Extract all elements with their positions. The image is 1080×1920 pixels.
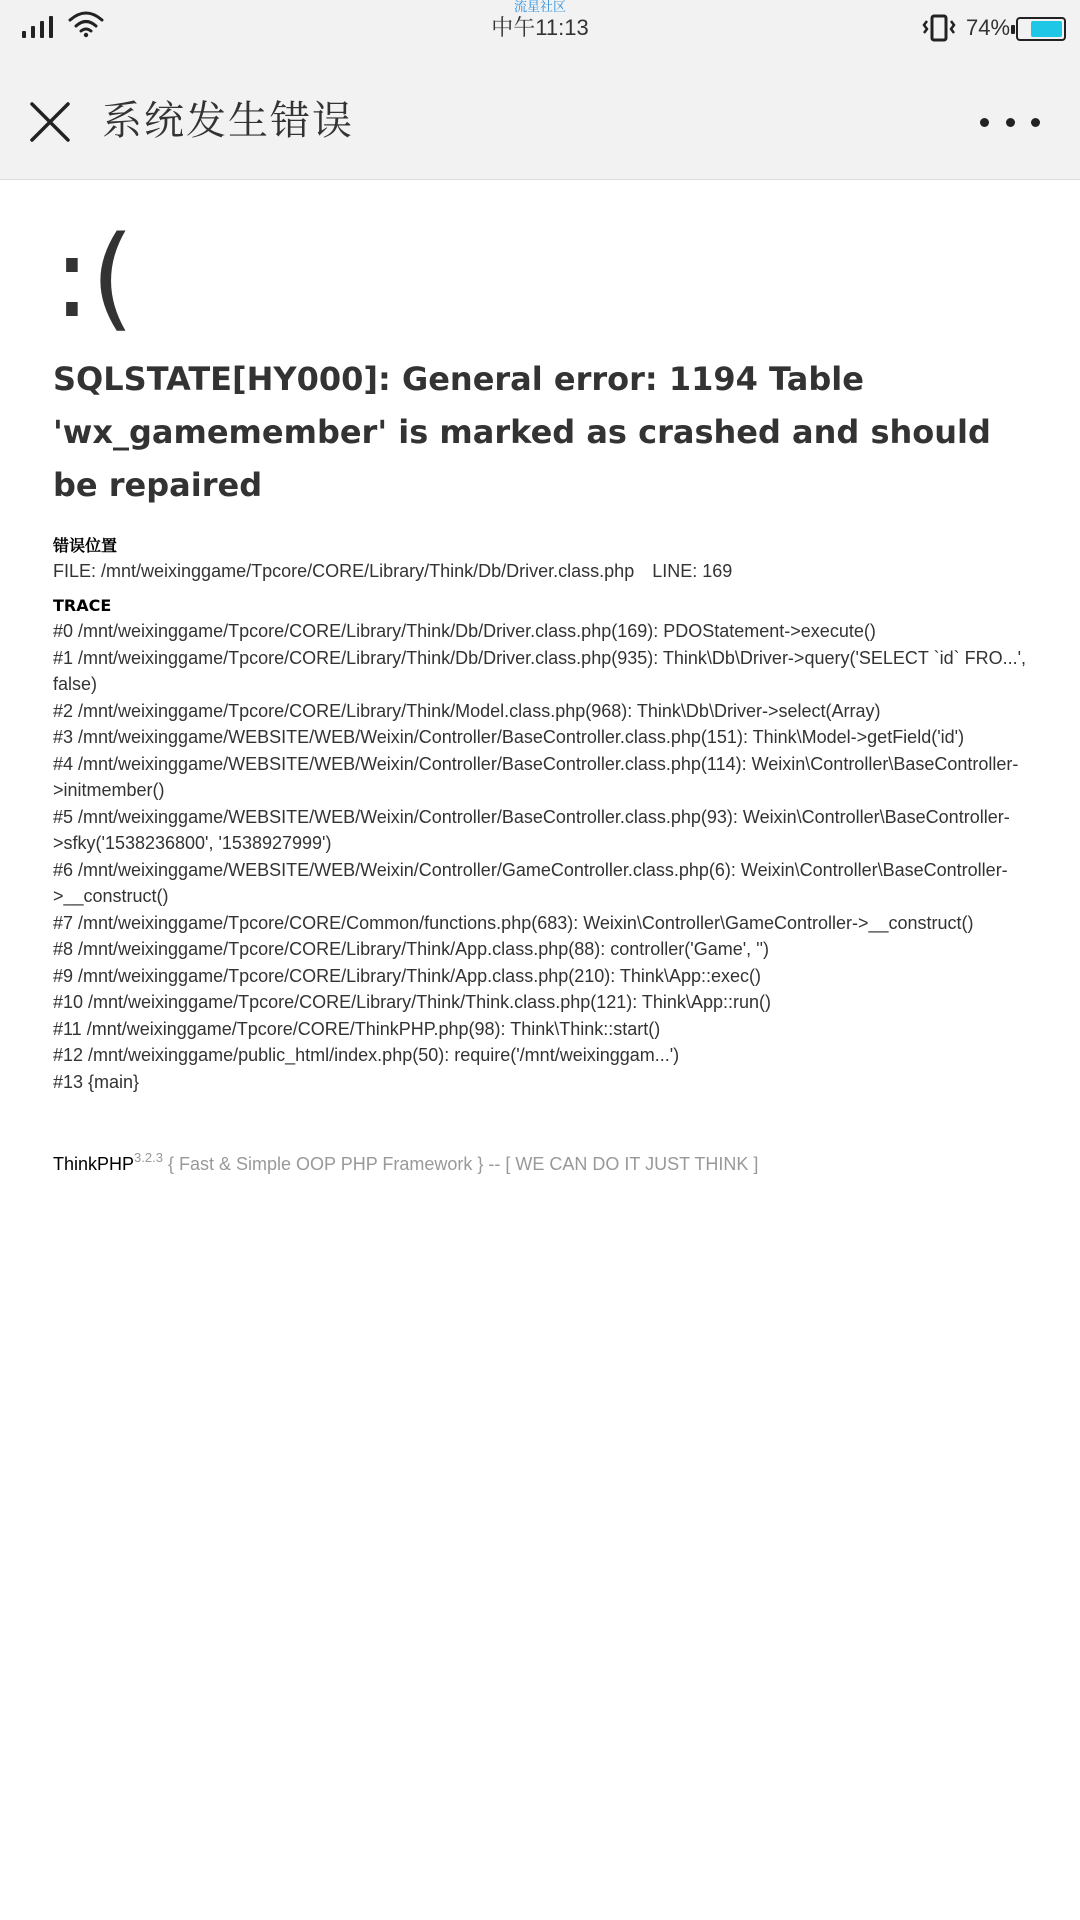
nav-bar xyxy=(0,56,1080,180)
error-page xyxy=(53,181,1028,1177)
trace-item: #10 /mnt/weixinggame/Tpcore/CORE/Library/Think/Think.class.php(121): Think\App::run() xyxy=(53,992,771,1012)
battery-percent: 74% xyxy=(966,15,1011,40)
top-tag: 流星社区 xyxy=(513,0,566,14)
error-location-title: 错误位置 xyxy=(53,536,118,555)
more-icon[interactable] xyxy=(980,102,1040,142)
trace-item: #9 /mnt/weixinggame/Tpcore/CORE/Library/Think/App.class.php(210): Think\App::exec() xyxy=(53,965,761,986)
framework-slogan: { Fast & Simple OOP PHP Framework } -- [ WE CAN DO IT JUST THINK ] xyxy=(167,1154,759,1174)
vibrate-icon xyxy=(922,14,956,42)
page-title: 系统发生错误 xyxy=(102,99,354,143)
trace-title: TRACE xyxy=(53,596,112,615)
trace-item: #2 /mnt/weixinggame/Tpcore/CORE/Library/Think/Model.class.php(968): Think\Db\Driver->select(Array) xyxy=(53,700,881,721)
trace-item: #5 /mnt/weixinggame/WEBSITE/WEB/Weixin/Controller/BaseController.class.php(93): Weixin\Controller\BaseController->sfky('1538236800', '1538927999') xyxy=(53,806,1010,853)
battery-level-fill xyxy=(1031,21,1062,37)
trace-item: #11 /mnt/weixinggame/Tpcore/CORE/ThinkPHP.php(98): Think\Think::start() xyxy=(53,1018,661,1039)
status-time: 中午11:13 xyxy=(491,15,589,40)
error-file: FILE: /mnt/weixinggame/Tpcore/CORE/Library/Think/Db/Driver.class.php xyxy=(53,561,635,581)
error-line: LINE: 169 xyxy=(652,561,733,581)
trace-item: #13 {main} xyxy=(53,1071,140,1092)
trace-item: #7 /mnt/weixinggame/Tpcore/CORE/Common/functions.php(683): Weixin\Controller\GameController->__construct() xyxy=(53,912,974,933)
trace-item: #8 /mnt/weixinggame/Tpcore/CORE/Library/Think/App.class.php(88): controller('Game', '') xyxy=(53,939,770,959)
trace-list xyxy=(53,618,1028,1095)
framework-brand: ThinkPHP xyxy=(53,1154,135,1174)
trace-item: #6 /mnt/weixinggame/WEBSITE/WEB/Weixin/Controller/GameController.class.php(6): Weixin\Controller\BaseController->__construct() xyxy=(53,859,1008,906)
framework-version: 3.2.3 xyxy=(134,1150,163,1165)
status-bar xyxy=(0,0,1080,56)
trace-item: #4 /mnt/weixinggame/WEBSITE/WEB/Weixin/Controller/BaseController.class.php(114): Weixin\Controller\BaseController->initmember() xyxy=(53,753,1019,800)
footer xyxy=(53,1145,1028,1177)
sad-face: :( xyxy=(53,213,135,343)
battery-icon xyxy=(1016,17,1066,41)
error-location xyxy=(53,558,1028,584)
close-icon[interactable] xyxy=(26,98,74,146)
trace-item: #1 /mnt/weixinggame/Tpcore/CORE/Library/Think/Db/Driver.class.php(935): Think\Db\Driver->query('SELECT `id` FRO...', false) xyxy=(53,647,1027,694)
trace-item: #12 /mnt/weixinggame/public_html/index.php(50): require('/mnt/weixinggam...') xyxy=(53,1045,680,1065)
trace-item: #3 /mnt/weixinggame/WEBSITE/WEB/Weixin/Controller/BaseController.class.php(151): Think\Model->getField('id') xyxy=(53,727,965,747)
trace-item: #0 /mnt/weixinggame/Tpcore/CORE/Library/Think/Db/Driver.class.php(169): PDOStatement->execute() xyxy=(53,621,876,641)
error-message: SQLSTATE[HY000]: General error: 1194 Table 'wx_gamemember' is marked as crashed and should be repaired xyxy=(53,360,991,504)
